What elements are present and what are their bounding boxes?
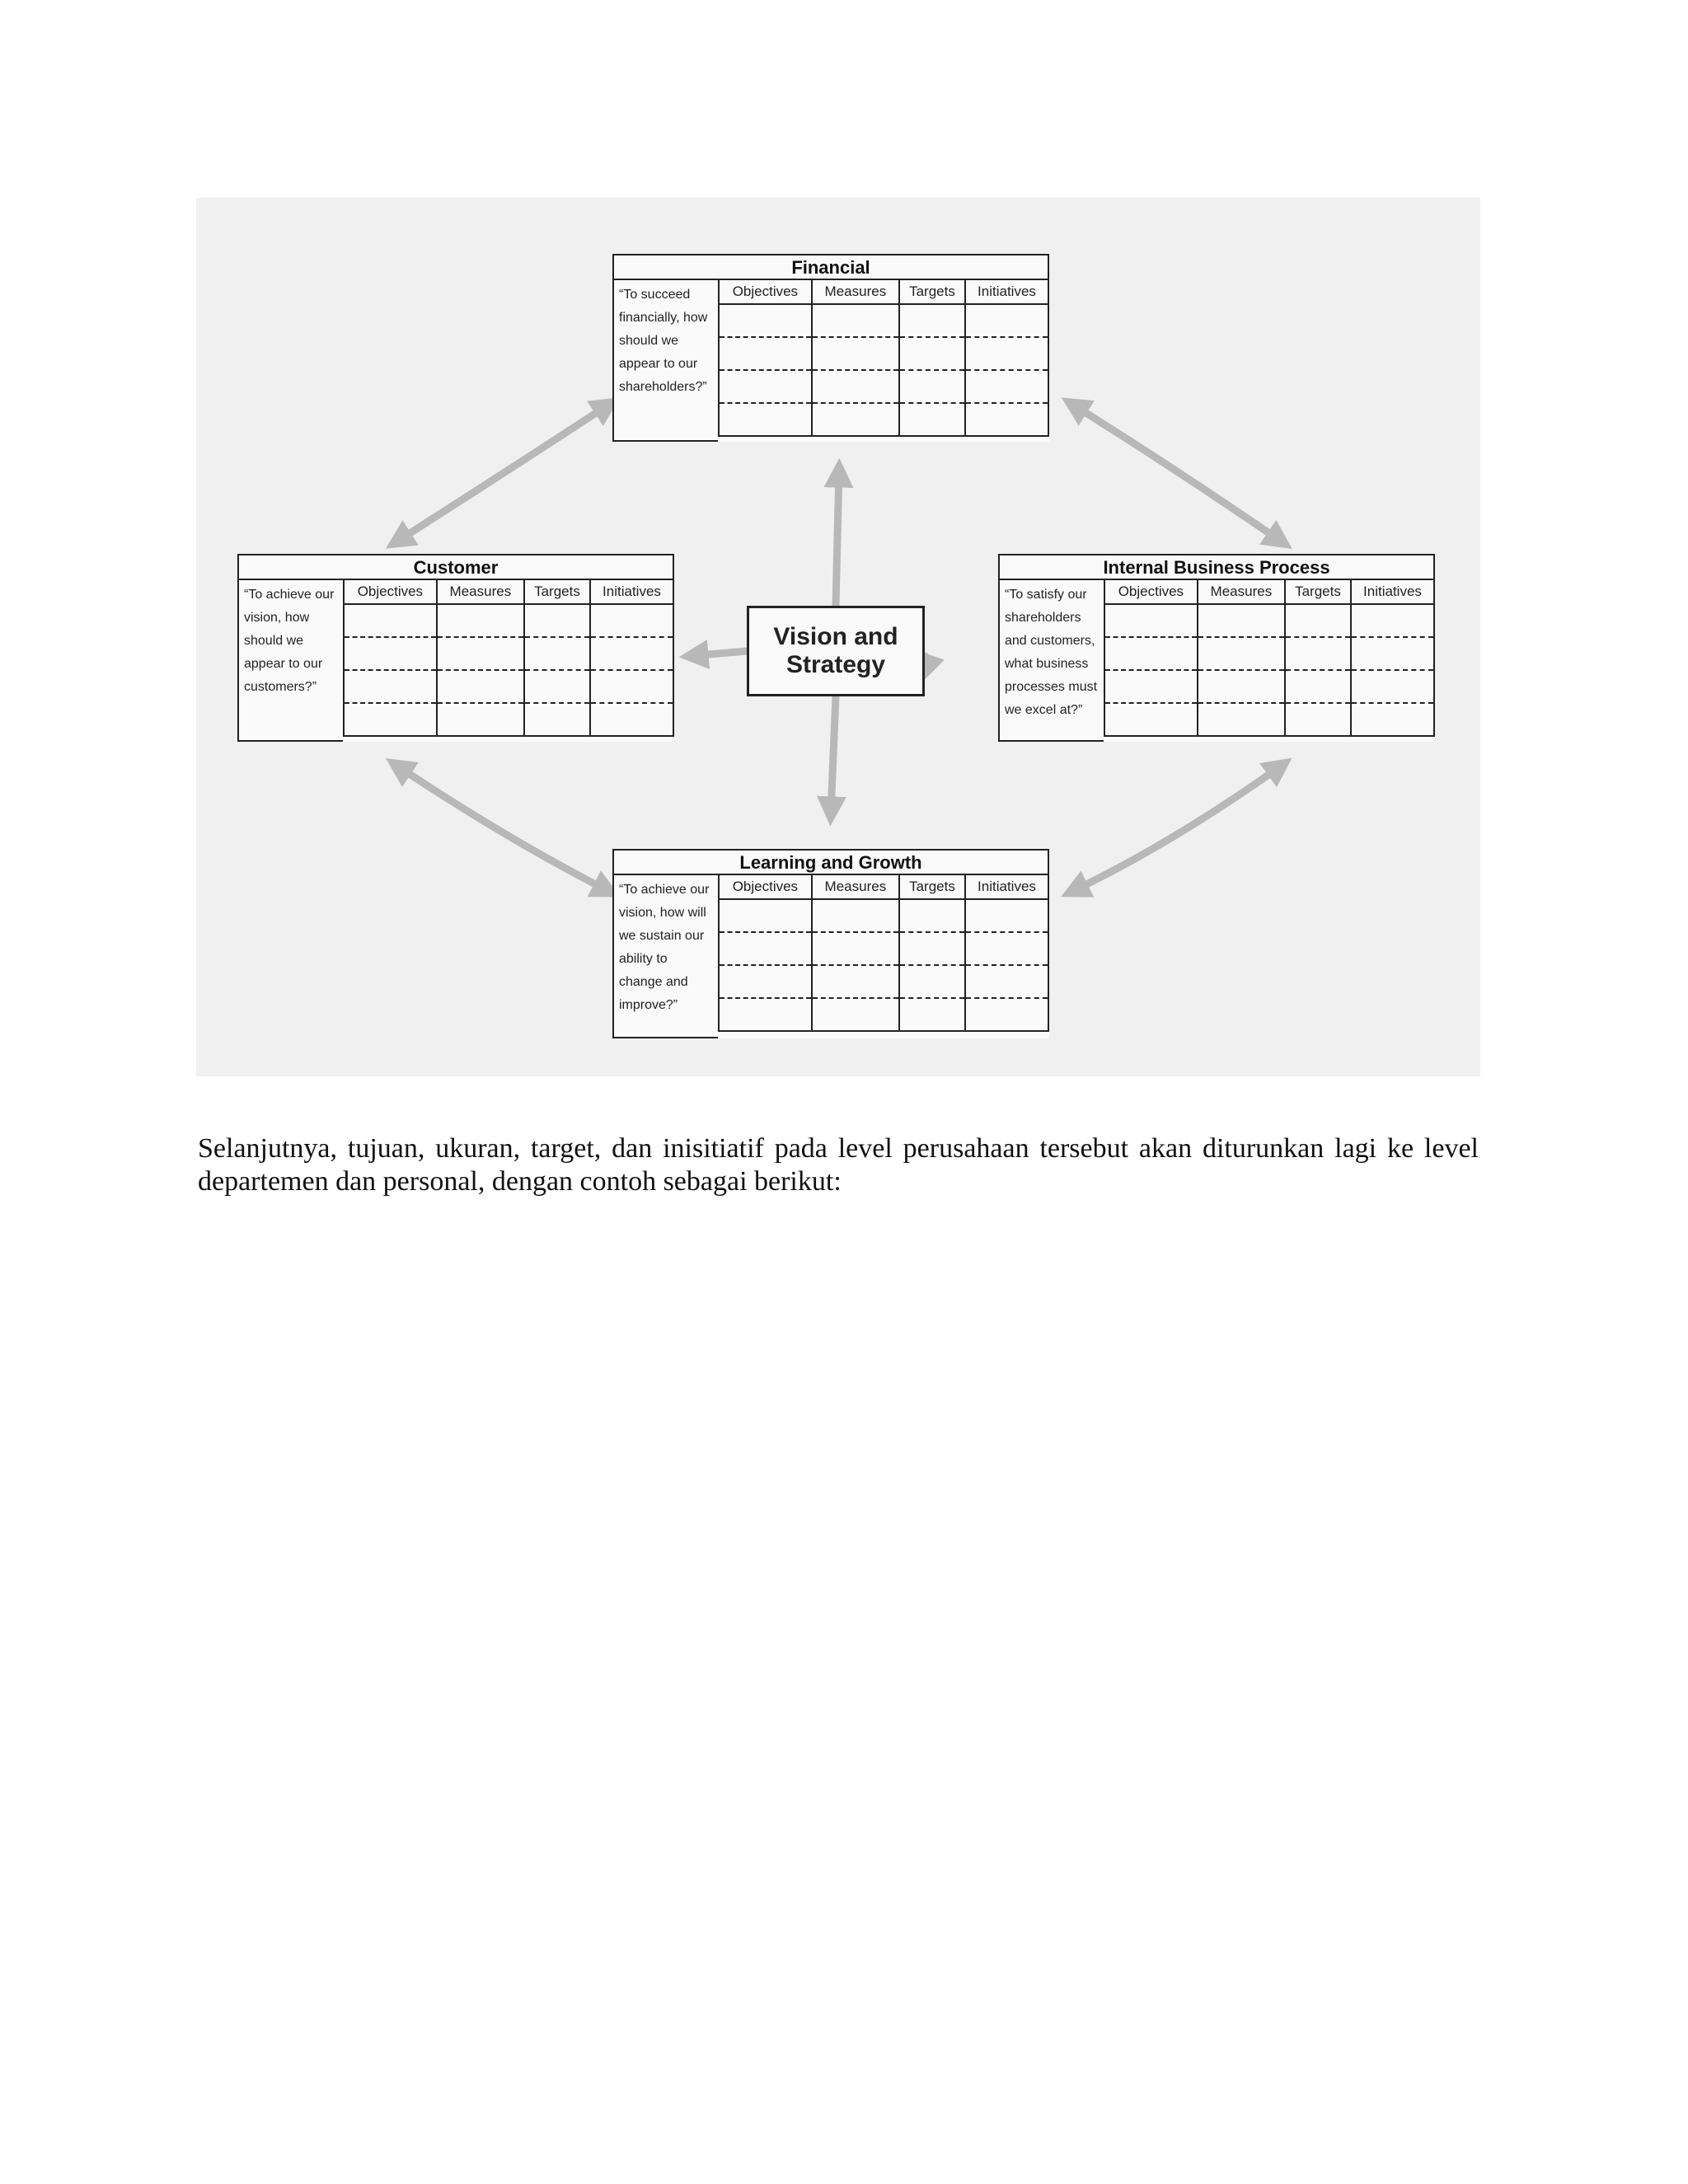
arrow-financial-internal: [1071, 404, 1282, 542]
col-objectives: Objectives: [719, 874, 812, 899]
internal-panel: [998, 554, 1435, 742]
table-row: [719, 965, 1048, 998]
table-row: [719, 899, 1048, 932]
col-objectives: Objectives: [1104, 579, 1198, 604]
customer-question: “To achieve our vision, how should we appear to our customers?”: [237, 579, 343, 742]
col-measures: Measures: [812, 874, 899, 899]
col-measures: Measures: [437, 579, 524, 604]
customer-table: [343, 579, 674, 737]
col-initiatives: Initiatives: [590, 579, 673, 604]
col-initiatives: Initiatives: [965, 279, 1048, 304]
col-targets: Targets: [899, 874, 965, 899]
table-row: [719, 998, 1048, 1031]
col-targets: Targets: [1285, 579, 1351, 604]
body-paragraph: Selanjutnya, tujuan, ukuran, target, dan inisitiatif pada level perusahaan tersebut akan diturunkan lagi ke level departemen dan personal, dengan contoh sebagai berikut:: [198, 1133, 1479, 1197]
table-row: [719, 304, 1048, 337]
table-row: [1104, 703, 1434, 736]
internal-table: [1104, 579, 1435, 737]
customer-title: Customer: [237, 554, 674, 579]
col-targets: Targets: [524, 579, 590, 604]
table-row: [344, 670, 673, 703]
internal-question: “To satisfy our shareholders and customers, what business processes must we excel at?”: [998, 579, 1104, 742]
table-row: [1104, 637, 1434, 670]
learning-title: Learning and Growth: [612, 849, 1049, 874]
col-initiatives: Initiatives: [965, 874, 1048, 899]
financial-title: Financial: [612, 254, 1049, 279]
table-row: [344, 703, 673, 736]
arrow-customer-learning: [396, 765, 610, 892]
financial-table: [718, 279, 1049, 437]
col-objectives: Objectives: [344, 579, 437, 604]
customer-panel: [237, 554, 674, 742]
arrow-internal-learning: [1071, 765, 1282, 892]
col-targets: Targets: [899, 279, 965, 304]
table-row: [719, 370, 1048, 403]
arrow-center-left: [691, 651, 747, 656]
learning-question: “To achieve our vision, how will we sustain our ability to change and improve?”: [612, 874, 718, 1038]
learning-table: [718, 874, 1049, 1032]
arrow-financial-customer: [396, 404, 610, 542]
table-row: [719, 337, 1048, 370]
arrow-center-down: [831, 696, 836, 814]
vision-strategy-box: Vision and Strategy: [747, 606, 925, 696]
col-measures: Measures: [1198, 579, 1285, 604]
col-initiatives: Initiatives: [1351, 579, 1434, 604]
col-objectives: Objectives: [719, 279, 812, 304]
table-row: [344, 604, 673, 637]
balanced-scorecard-figure: [196, 198, 1480, 1076]
financial-panel: [612, 254, 1049, 442]
table-row: [1104, 604, 1434, 637]
financial-question: “To succeed financially, how should we appear to our shareholders?”: [612, 279, 718, 442]
table-row: [344, 637, 673, 670]
internal-title: Internal Business Process: [998, 554, 1435, 579]
col-measures: Measures: [812, 279, 899, 304]
table-row: [719, 932, 1048, 965]
table-row: [719, 403, 1048, 436]
table-row: [1104, 670, 1434, 703]
arrow-center-up: [836, 470, 839, 606]
learning-panel: [612, 849, 1049, 1038]
